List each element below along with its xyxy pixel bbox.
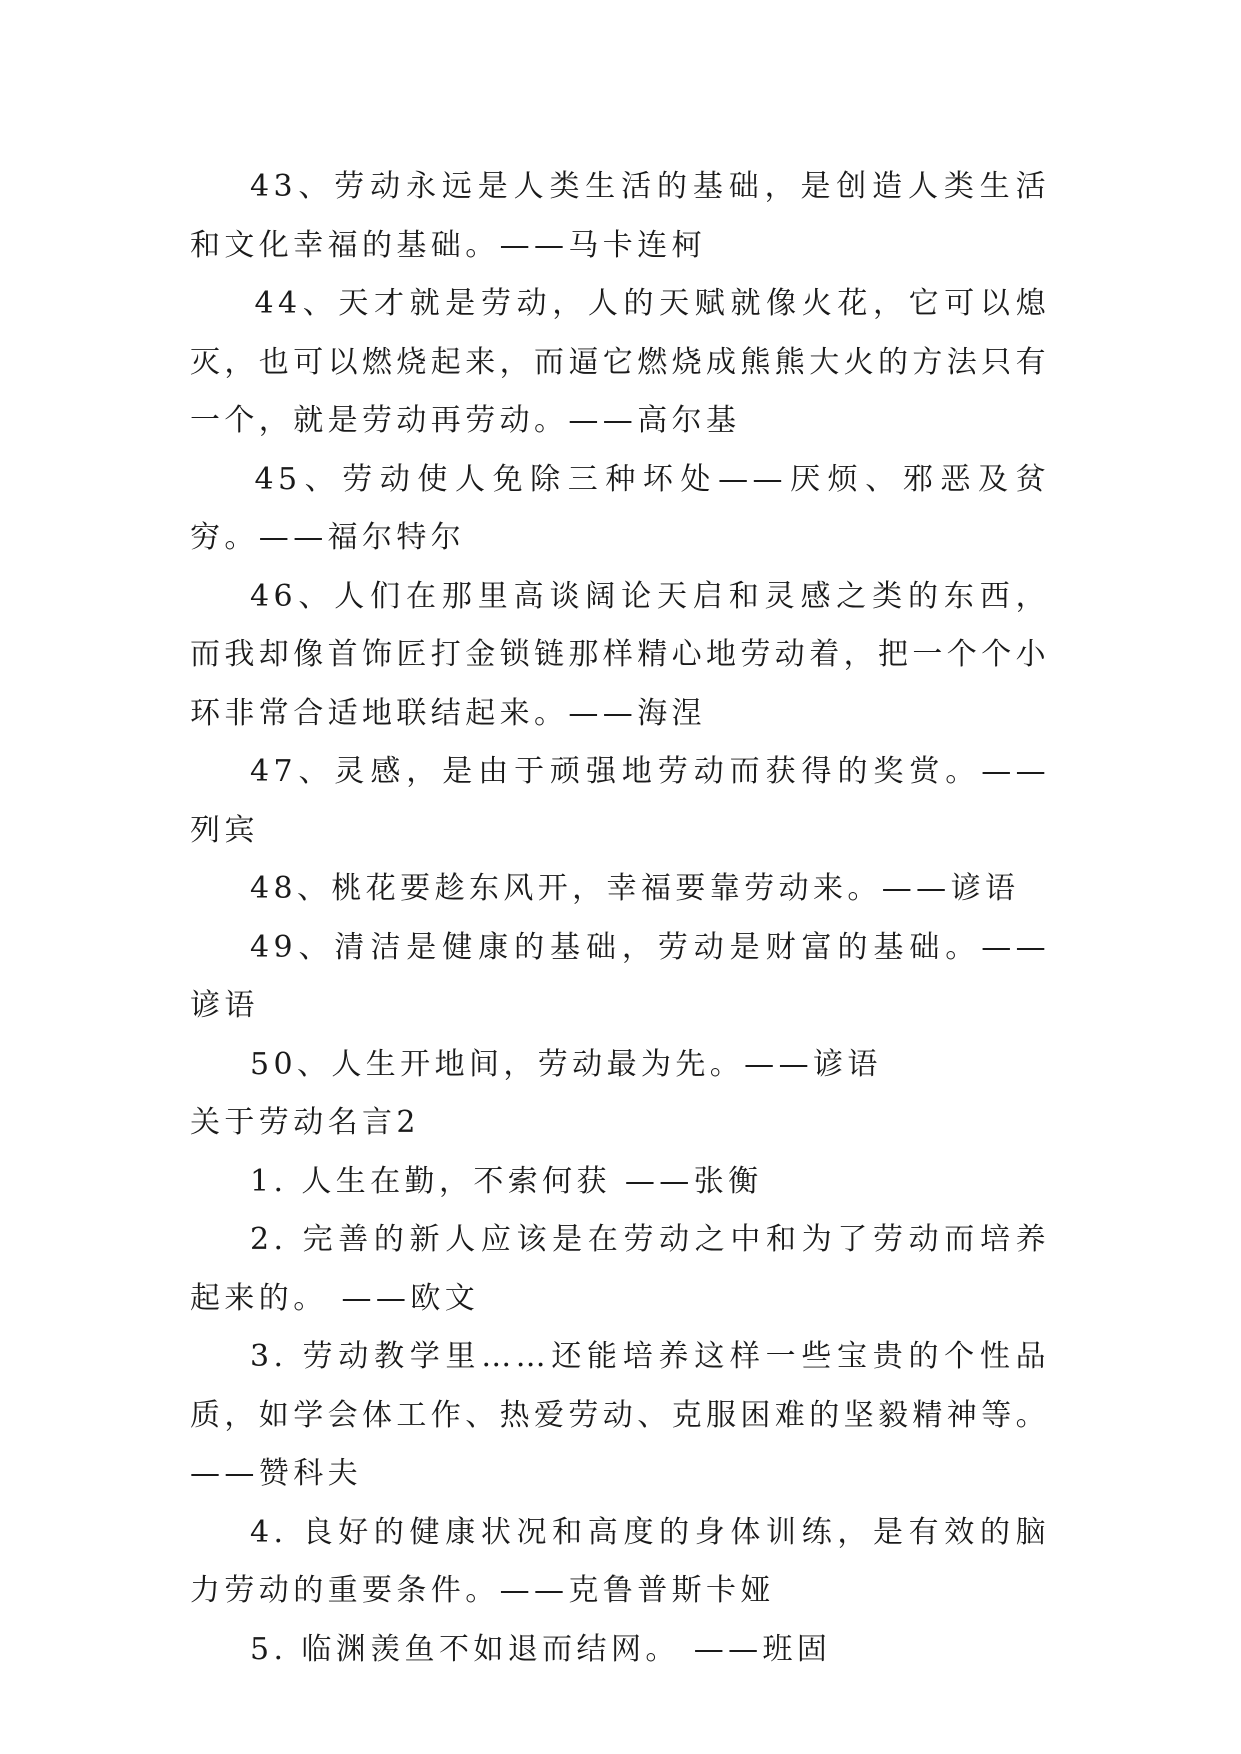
section-quote-4: 4. 良好的健康状况和高度的身体训练，是有效的脑力劳动的重要条件。——克鲁普斯卡娅	[190, 1514, 1050, 1608]
quote-paragraph-50: 50、人生开地间，劳动最为先。——谚语	[250, 1046, 882, 1082]
quote-paragraph-49: 49、清洁是健康的基础，劳动是财富的基础。——谚语	[190, 929, 1050, 1023]
quote-paragraph-47: 47、灵感，是由于顽强地劳动而获得的奖赏。——列宾	[190, 754, 1050, 848]
section-quote-3: 3. 劳动教学里……还能培养这样一些宝贵的个性品质，如学会体工作、热爱劳动、克服困难的坚毅精神等。——赞科夫	[190, 1339, 1050, 1491]
quote-paragraph-48: 48、桃花要趁东风开，幸福要靠劳动来。——谚语	[250, 871, 1020, 906]
section-quote-5: 5. 临渊羡鱼不如退而结网。 ——班固	[250, 1631, 832, 1667]
quote-paragraph-44: 44、天才就是劳动，人的天赋就像火花，它可以熄灭，也可以燃烧起来，而逼它燃烧成熊熊大火的方法只有一个，就是劳动再劳动。——高尔基	[190, 286, 1050, 438]
section-heading: 关于劳动名言2	[190, 1105, 420, 1140]
quote-paragraph-45: 45、劳动使人免除三种坏处——厌烦、邪恶及贫穷。——福尔特尔	[190, 461, 1050, 555]
document-body	[190, 158, 1050, 1679]
section-quote-2: 2. 完善的新人应该是在劳动之中和为了劳动而培养起来的。 ——欧文	[190, 1222, 1050, 1316]
quote-paragraph-43: 43、劳动永远是人类生活的基础，是创造人类生活和文化幸福的基础。——马卡连柯	[190, 169, 1050, 263]
section-quote-1: 1. 人生在勤，不索何获 ——张衡	[250, 1163, 763, 1199]
quote-paragraph-46: 46、人们在那里高谈阔论天启和灵感之类的东西，而我却像首饰匠打金锁链那样精心地劳动着，把一个个小环非常合适地联结起来。——海涅	[190, 578, 1050, 731]
